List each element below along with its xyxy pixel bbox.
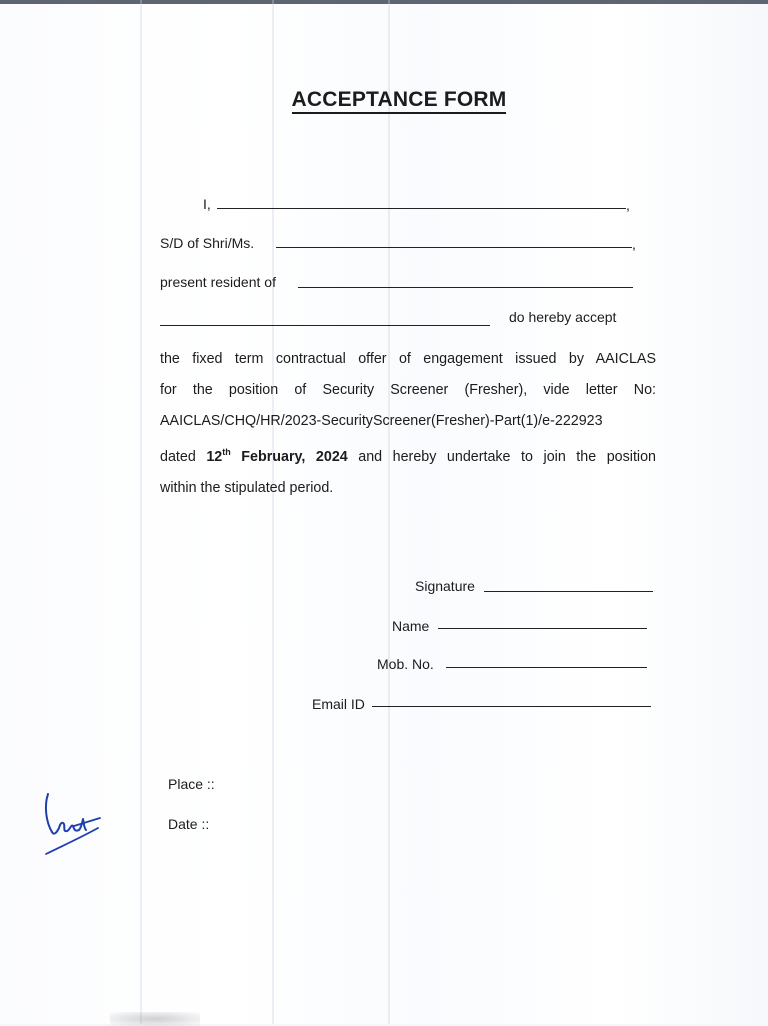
date-label: Date :: (168, 816, 210, 832)
address-blank[interactable] (160, 325, 490, 326)
paragraph-line: dated 12th February, 2024 and hereby undertake to join the position (160, 447, 657, 465)
signature-label: Signature (415, 578, 475, 594)
paragraph-line: within the stipulated period. (160, 479, 334, 496)
accept-text: do hereby accept (509, 309, 617, 325)
offer-date: February, 2024 (230, 448, 348, 465)
mobile-label: Mob. No. (377, 656, 434, 672)
email-label: Email ID (312, 696, 365, 712)
paper-fold (272, 0, 274, 1024)
parent-comma: , (632, 236, 636, 252)
scan-top-edge (0, 0, 768, 4)
name-prefix: I, (203, 196, 211, 212)
email-blank[interactable] (372, 706, 651, 707)
name-field-blank[interactable] (438, 628, 647, 629)
resident-blank[interactable] (298, 287, 633, 288)
paper-fold (388, 0, 390, 1024)
paper-fold (140, 0, 142, 1024)
signature-blank[interactable] (484, 591, 653, 592)
handwritten-initials-icon (38, 788, 104, 860)
mobile-blank[interactable] (446, 667, 647, 668)
place-label: Place :: (168, 776, 215, 792)
parent-label: S/D of Shri/Ms. (160, 235, 255, 251)
acceptance-paragraph (160, 344, 656, 504)
offer-day: 12 (206, 448, 223, 465)
form-title: ACCEPTANCE FORM (0, 88, 768, 112)
paragraph-line: for the position of Security Screener (Fresher), vide letter No: (160, 382, 656, 398)
name-blank[interactable] (217, 208, 626, 209)
parent-blank[interactable] (276, 247, 632, 248)
paragraph-line: AAICLAS/CHQ/HR/2023-SecurityScreener(Fresher)-Part(1)/e-222923 (160, 413, 603, 429)
resident-label: present resident of (160, 274, 276, 290)
offer-day-suffix: th (222, 447, 231, 457)
name-comma: , (626, 197, 630, 213)
paragraph-line: the fixed term contractual offer of engagement issued by AAICLAS (160, 351, 656, 367)
name-label: Name (392, 618, 430, 634)
